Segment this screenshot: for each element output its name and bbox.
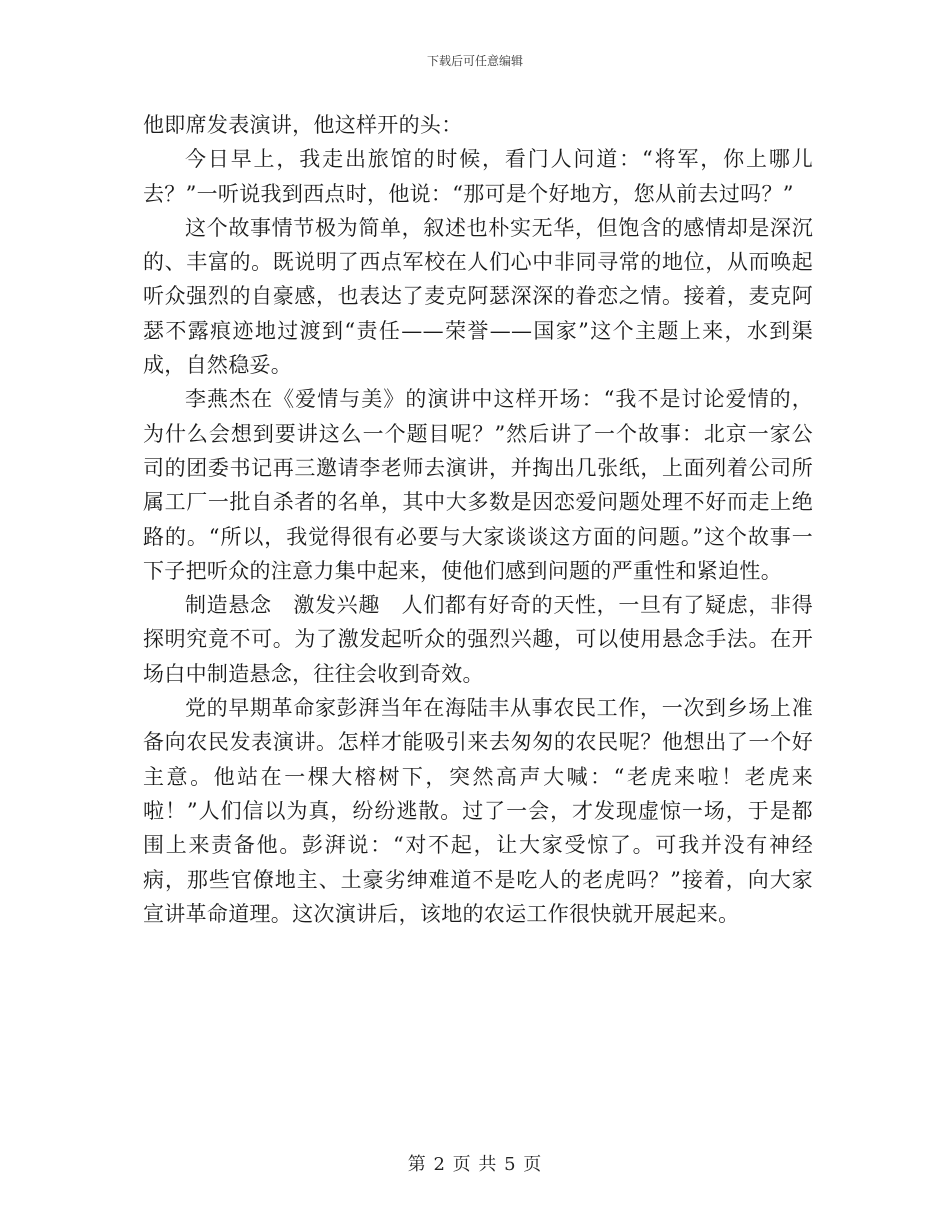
paragraph-4: 李燕杰在《爱情与美》的演讲中这样开场：“我不是讨论爱情的，为什么会想到要讲这么一个题目呢？”然后讲了一个故事：北京一家公司的团委书记再三邀请李老师去演讲，并掏出几张纸，上面列着公司所属工厂一批自杀者的名单，其中大多数是因恋爱问题处理不好而走上绝路的。“所以，我觉得很有必要与大家谈谈这方面的问题。”这个故事一下子把听众的注意力集中起来，使他们感到问题的严重性和紧迫性。	[143, 387, 813, 583]
paragraph-1: 他即席发表演讲，他这样开的头：	[143, 113, 463, 137]
paragraph-2: 今日早上，我走出旅馆的时候，看门人问道：“将军，你上哪儿去？”一听说我到西点时，他说：“那可是个好地方，您从前去过吗？”	[143, 147, 813, 206]
paragraph-3: 这个故事情节极为简单，叙述也朴实无华，但饱含的感情却是深沉的、丰富的。既说明了西点军校在人们心中非同寻常的地位，从而唤起听众强烈的自豪感，也表达了麦克阿瑟深深的眷恋之情。接着，麦克阿瑟不露痕迹地过渡到“责任——荣誉——国家”这个主题上来，水到渠成，自然稳妥。	[143, 215, 813, 378]
page-header-note: 下载后可任意编辑	[426, 54, 523, 68]
document-body	[143, 108, 813, 931]
paragraph-5: 制造悬念 激发兴趣 人们都有好奇的天性，一旦有了疑虑，非得探明究竟不可。为了激发起听众的强烈兴趣，可以使用悬念手法。在开场白中制造悬念，往往会收到奇效。	[143, 593, 813, 686]
paragraph-6: 党的早期革命家彭湃当年在海陆丰从事农民工作，一次到乡场上准备向农民发表演讲。怎样才能吸引来去匆匆的农民呢？他想出了一个好主意。他站在一棵大榕树下，突然高声大喊：“老虎来啦！老虎来啦！”人们信以为真，纷纷逃散。过了一会，才发现虚惊一场，于是都围上来责备他。彭湃说：“对不起，让大家受惊了。可我并没有神经病，那些官僚地主、土豪劣绅难道不是吃人的老虎吗？”接着，向大家宣讲革命道理。这次演讲后，该地的农运工作很快就开展起来。	[143, 696, 813, 926]
page-number-footer: 第 2 页 共 5 页	[407, 1154, 543, 1175]
